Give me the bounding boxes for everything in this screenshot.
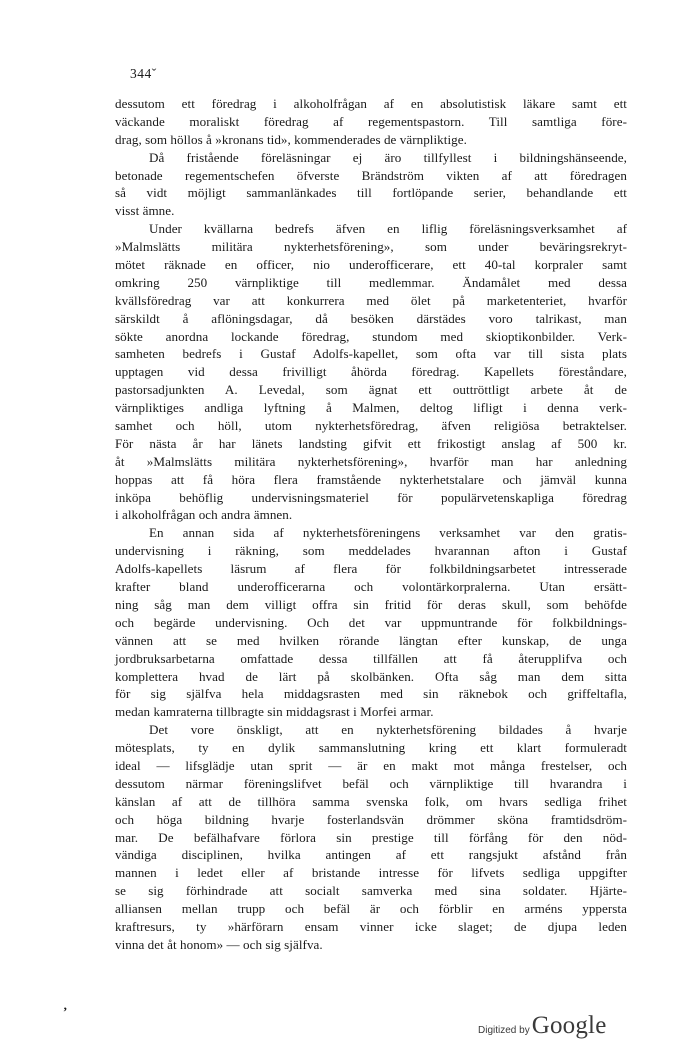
- text-line: mötesplats, ty en dylik sammanslutning kring ett klart formuleradt: [115, 740, 627, 756]
- text-line: vändiga disciplinen, hvilka antingen af ett rangsjukt afstånd från: [115, 847, 627, 863]
- text-line: drag, som höllos å »kronans tid», kommenderades de värnpliktige.: [115, 131, 467, 147]
- body-text: [115, 95, 627, 954]
- text-line: visst ämne.: [115, 203, 175, 219]
- text-line: så vidt möjligt sammanlänkades till fortlöpande serier, behandlande ett: [115, 185, 627, 201]
- text-line: och begärde undervisning. Och det var uppmuntrande för folkbildnings-: [115, 614, 627, 630]
- text-line: för sig själfva hela middagsrasten med sin räknebok och griffeltafla,: [115, 686, 627, 702]
- text-line: sökte anordna lockande föredrag, stundom med skioptikonbilder. Verk-: [115, 328, 627, 344]
- text-line: upptagen vid dessa frivilligt åhörda föredrag. Kapellets föreståndare,: [115, 364, 627, 380]
- text-line: ning såg man dem villigt offra sin fritid för deras skull, som behöfde: [115, 596, 627, 612]
- text-line: samhet och höll, utom nykterhetsföredrag, äfven religiösa betraktelser.: [115, 418, 627, 434]
- text-line: känslan af att de tillhöra samma svenska folk, om hvars sedliga frihet: [115, 793, 627, 809]
- text-line: kvällsföredrag var att konkurrera med ölet på marketenteriet, hvarför: [115, 292, 627, 308]
- text-line: inköpa behöflig undervisningsmateriel för populärvetenskapliga föredrag: [115, 489, 627, 505]
- text-line: hoppas att få höra flera framstående nykterhetstalare och jämväl kunna: [115, 471, 627, 487]
- text-line: vinna det åt honom» — och sig själfva.: [115, 936, 323, 952]
- text-line: dessutom närmar föreningslifvet befäl och värnpliktige till hvarandra i: [115, 775, 627, 791]
- text-line: jordbruksarbetarna omfattade dessa tillfällen att få återupplifva och: [115, 650, 627, 666]
- text-line: vännen att se med hvilken rörande längtan efter kunskap, de unga: [115, 632, 627, 648]
- google-logo: Google: [531, 1012, 607, 1039]
- text-line: väckande moraliskt föredrag af regementspastorn. Till samtliga före-: [115, 113, 627, 129]
- margin-mark: ʼ: [63, 1004, 68, 1019]
- text-line: se sig förhindrade att socialt samverka med sina soldater. Hjärte-: [115, 883, 627, 899]
- text-line: i alkoholfrågan och andra ämnen.: [115, 507, 293, 523]
- text-line: Då fristående föreläsningar ej äro tillfyllest i bildningshänseende,: [149, 149, 627, 165]
- text-line: Det vore önskligt, att en nykterhetsförening bildades å hvarje: [149, 722, 627, 738]
- page-number-mark: ˇ: [151, 66, 157, 81]
- text-line: För nästa år har länets landsting gifvit ett frikostigt anslag af 500 kr.: [115, 435, 627, 451]
- text-line: och höga bildning hvarje fosterlandsvän drömmer sköna framtidsdröm-: [115, 811, 627, 827]
- watermark-caption: Digitized by: [478, 1025, 530, 1036]
- text-line: komplettera hvad de lärt på skolbänken. Ofta såg man dem sitta: [115, 668, 627, 684]
- text-line: åt »Malmslätts militära nykterhetsförening», hvarför man har anledning: [115, 453, 627, 469]
- text-line: Adolfs-kapellets läsrum af flera för folkbildningsarbetet intresserade: [115, 561, 627, 577]
- text-line: pastorsadjunkten A. Levedal, som ägnat ett outtröttligt arbete åt de: [115, 382, 627, 398]
- text-line: dessutom ett föredrag i alkoholfrågan af en absolutistisk läkare samt ett: [115, 96, 627, 111]
- text-line: ideal — lifsglädje utan sprit — är en makt mot många frestelser, och: [115, 757, 627, 773]
- text-line: kraftresurs, ty »härförarn ensam vinner icke slaget; de djupa leden: [115, 918, 627, 934]
- digitized-by-google-watermark: [478, 1012, 607, 1040]
- text-line: medan kamraterna tillbragte sin middagsrast i Morfei armar.: [115, 704, 434, 720]
- text-line: »Malmslätts militära nykterhetsförening», som under beväringsrekryt-: [115, 239, 627, 255]
- text-line: alliansen mellan trupp och befäl är och förblir en arméns yppersta: [115, 901, 627, 917]
- text-line: Under kvällarna bedrefs äfven en liflig föreläsningsverksamhet af: [149, 221, 627, 237]
- text-line: samheten bedrefs i Gustaf Adolfs-kapellet, som ofta var till sista plats: [115, 346, 627, 362]
- text-line: krafter bland underofficerarna och volontärkorpralerna. Utan ersätt-: [115, 579, 627, 595]
- text-line: mötet räknade en officer, nio underofficerare, ett 40-tal korpraler samt: [115, 257, 627, 273]
- text-line: betonade regementschefen öfverste Brändström vikten af att föredragen: [115, 167, 627, 183]
- text-line: värnpliktiges andliga lyftning å Malmen, deltog lifligt i denna verk-: [115, 400, 627, 416]
- text-line: mannen i ledet eller af bristande intresse för lifvets sedliga uppgifter: [115, 865, 627, 881]
- text-line: mar. De befälhafvare förlora sin prestige till förfång för den nöd-: [115, 829, 627, 845]
- text-line: omkring 250 värnpliktige till medlemmar. Ändamålet med dessa: [115, 274, 627, 290]
- text-line: undervisning i räkning, som meddelades hvarannan afton i Gustaf: [115, 543, 627, 559]
- text-line: En annan sida af nykterhetsföreningens verksamhet var den gratis-: [149, 525, 627, 541]
- page-number: 344ˇ: [130, 66, 157, 81]
- text-line: särskildt å aflöningsdagar, då besöken därstädes voro talrikast, man: [115, 310, 627, 326]
